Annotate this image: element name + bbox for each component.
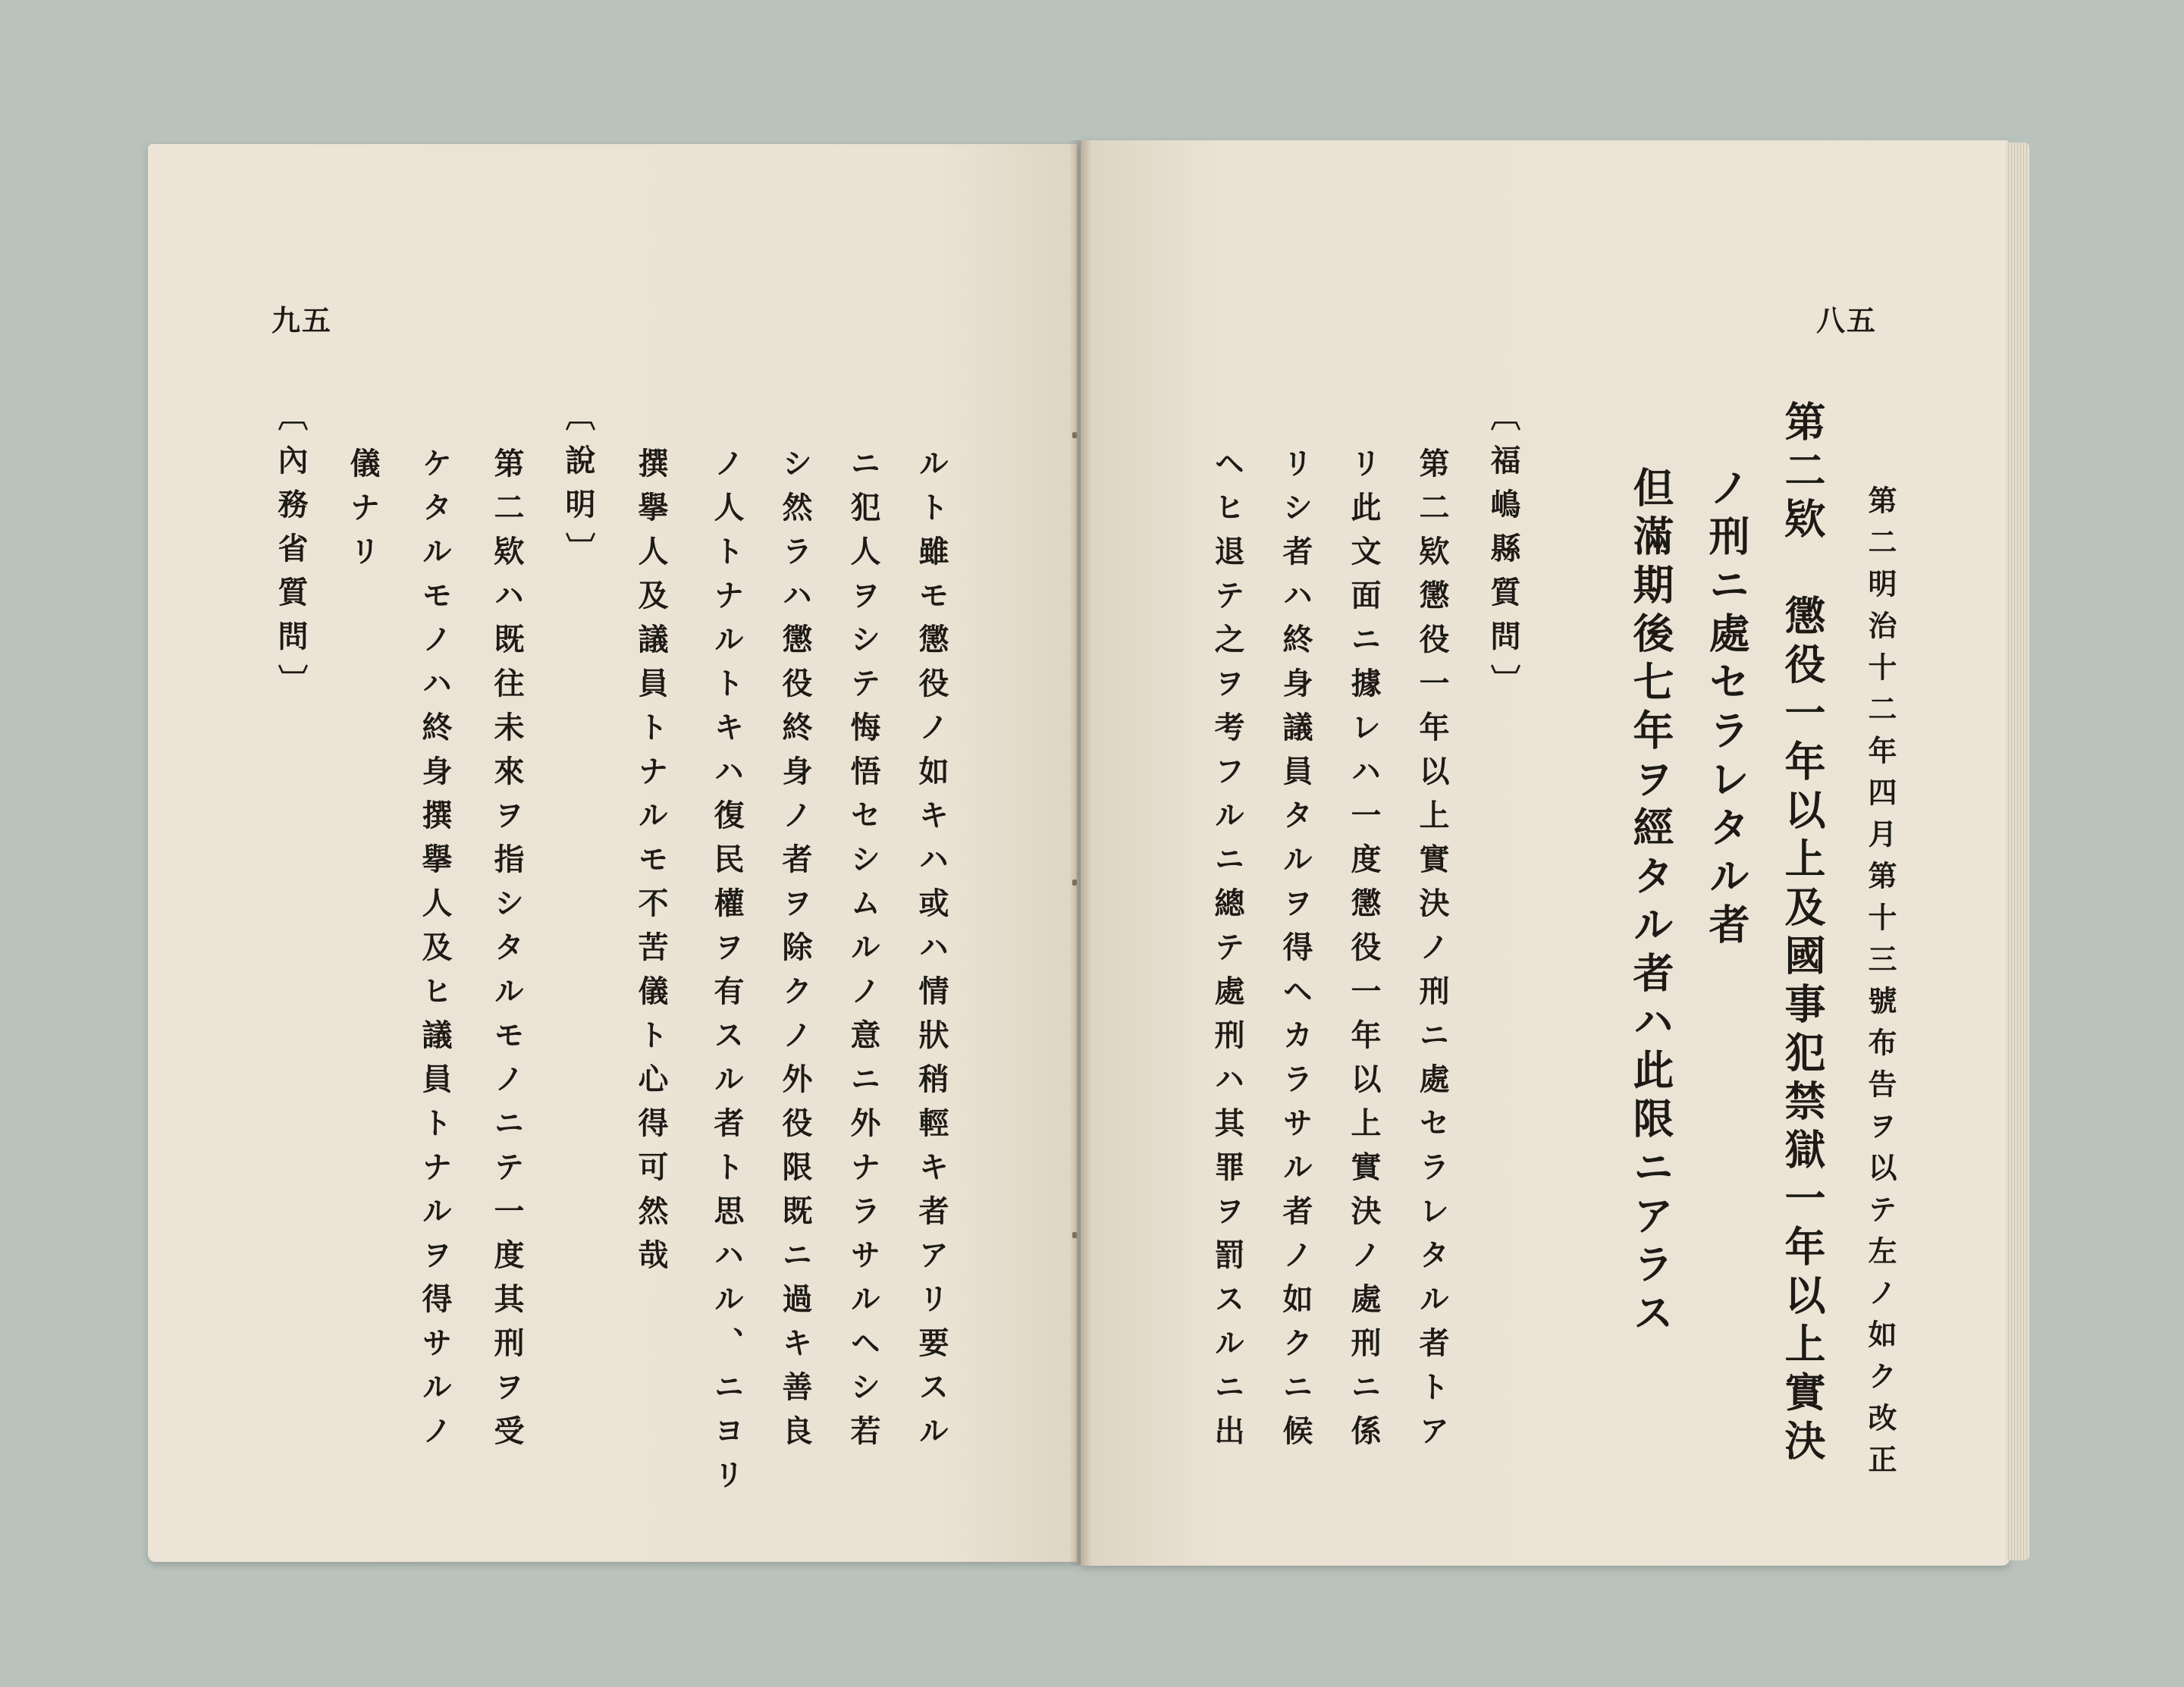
page-edges (2006, 143, 2030, 1560)
right-heading-fukushima: 〔福嶋縣質問〕 (1486, 400, 1521, 708)
left-heading-naimusho: 〔內務省質問〕 (273, 400, 309, 708)
left-col-7: 第二欵ハ既往未來ヲ指シタルモノニテ一度其刑ヲ受 (489, 447, 525, 1459)
right-col-q3: リシ者ハ終身議員タルヲ得ヘカラサル者ノ如クニ候 (1278, 447, 1313, 1459)
left-col-4: ノ人トナルトキハ復民權ヲ有スル者ト思ハル、ニヨリ (709, 447, 745, 1503)
left-col-5: 撰擧人及議員トナルモ不苦儀ト心得可然哉 (633, 447, 669, 1283)
right-col-article-2-cont: ノ刑ニ處セラレタル者 (1702, 466, 1751, 952)
left-col-3: シ然ラハ懲役終身ノ者ヲ除クノ外役限既ニ過キ善良 (777, 447, 813, 1459)
left-col-9: 儀ナリ (345, 447, 381, 579)
book-gutter (1069, 140, 1092, 1566)
right-col-amendment: 第二明治十二年四月第十三號布告ヲ以テ左ノ如ク改正 (1863, 485, 1897, 1486)
binding-stitch (1072, 1232, 1077, 1238)
left-col-1: ルト雖モ懲役ノ如キハ或ハ情狀稍輕キ者アリ要スル (914, 447, 949, 1459)
binding-stitch (1072, 880, 1077, 886)
left-page-number: 九五 (271, 303, 333, 337)
right-col-q2: リ此文面ニ據レハ一度懲役一年以上實決ノ處刑ニ係 (1346, 447, 1382, 1459)
right-col-article-2: 第二欵 懲役一年以上及國事犯禁獄一年以上實決 (1778, 400, 1827, 1468)
left-col-2: ニ犯人ヲシテ悔悟セシムルノ意ニ外ナラサルヘシ若 (846, 447, 881, 1459)
left-heading-setsumei: 〔說明〕 (560, 400, 596, 576)
right-col-q4: ヘヒ退テ之ヲ考フルニ總テ處刑ハ其罪ヲ罰スルニ出 (1210, 447, 1245, 1459)
left-col-8: ケタルモノハ終身撰擧人及ヒ議員トナルヲ得サルノ (417, 447, 453, 1459)
binding-stitch (1072, 432, 1077, 438)
right-page-number: 八五 (1816, 303, 1878, 337)
right-col-q1: 第二欵懲役一年以上實決ノ刑ニ處セラレタル者トア (1414, 447, 1450, 1459)
right-col-proviso: 但滿期後七年ヲ經タル者ハ此限ニアラス (1627, 466, 1675, 1340)
